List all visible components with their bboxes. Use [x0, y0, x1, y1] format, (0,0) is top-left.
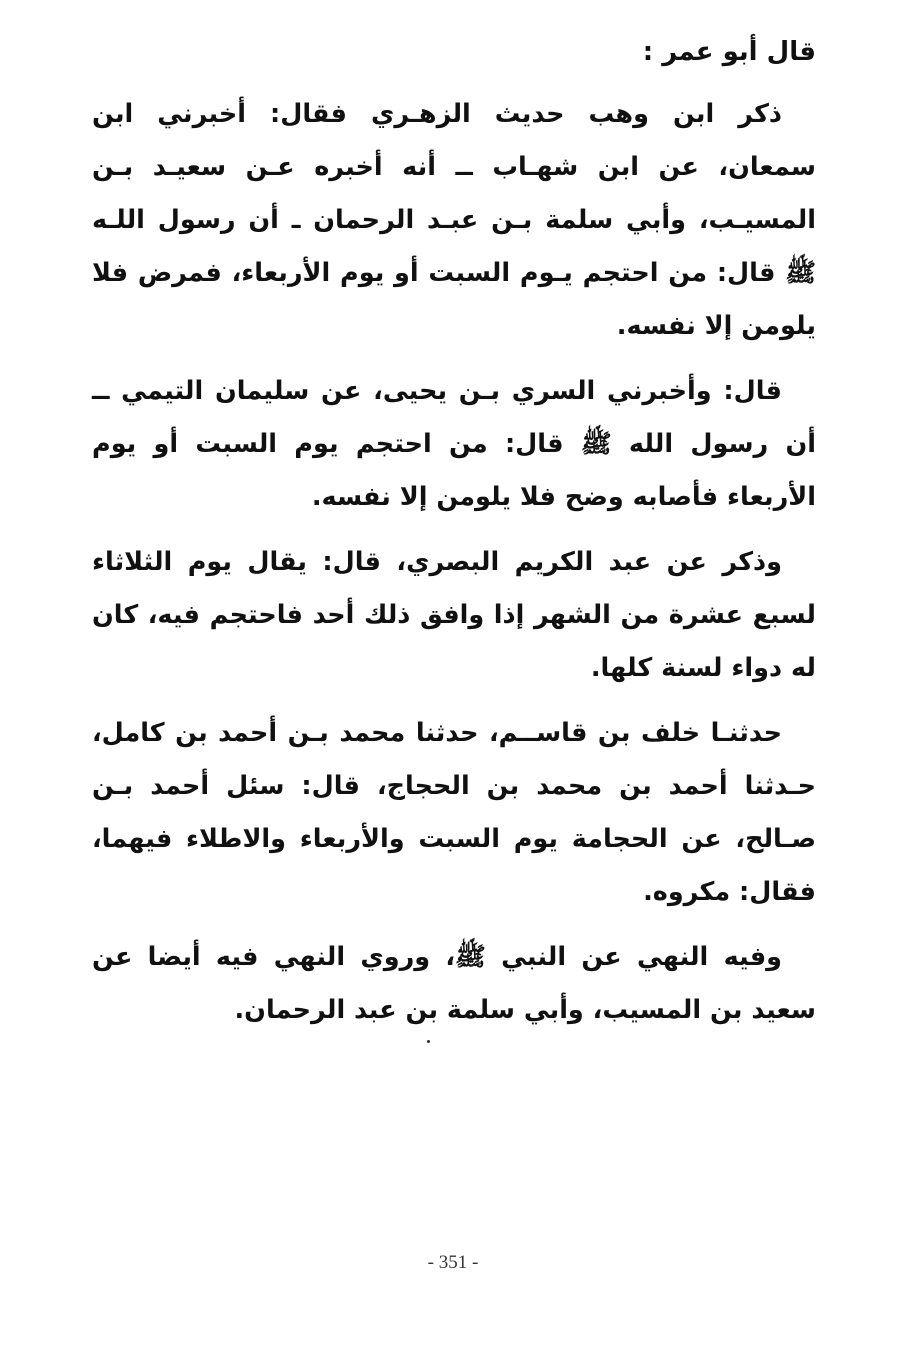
page-number: - 351 -	[427, 1252, 479, 1273]
paragraph-4: حدثنـا خلف بن قاســم، حدثنا محمد بـن أحمد بن كامل، حـدثنا أحمد بن محمد بن الحجاج، قال: سئل أحمد بـن صـالح، عن الحجامة يوم السبت والأربعاء والاطلاء فيهما، فقال: مكروه.	[92, 718, 816, 907]
paragraph-5: وفيه النهي عن النبي ﷺ، وروي النهي فيه أيضا عن سعيد بن المسيب، وأبي سلمة بن عبد الرحمان.	[92, 942, 816, 1025]
page-body	[92, 30, 816, 1049]
paragraph-3: وذكر عن عبد الكريم البصري، قال: يقال يوم الثلاثاء لسبع عشرة من الشهر إذا وافق ذلك أحد فاحتجم فيه، كان له دواء لسنة كلها.	[92, 547, 816, 683]
paragraph-1: ذكر ابن وهب حديث الزهـري فقال: أخبرني ابن سمعان، عن ابن شهـاب ــ أنه أخبره عـن سعيـد بـن المسيـب، وأبي سلمة بـن عبـد الرحمان ـ أن رسول اللـه ﷺ قال: من احتجم يـوم السبت أو يوم الأربعاء، فمرض فلا يلومن إلا نفسه.	[92, 99, 816, 341]
ink-speck	[427, 1040, 430, 1043]
section-heading: قال أبو عمر :	[642, 37, 816, 67]
paragraph-2: قال: وأخبرني السري بـن يحيى، عن سليمان التيمي ــ أن رسول الله ﷺ قال: من احتجم يوم السبت أو يوم الأربعاء فأصابه وضح فلا يلومن إلا نفسه.	[92, 376, 816, 512]
